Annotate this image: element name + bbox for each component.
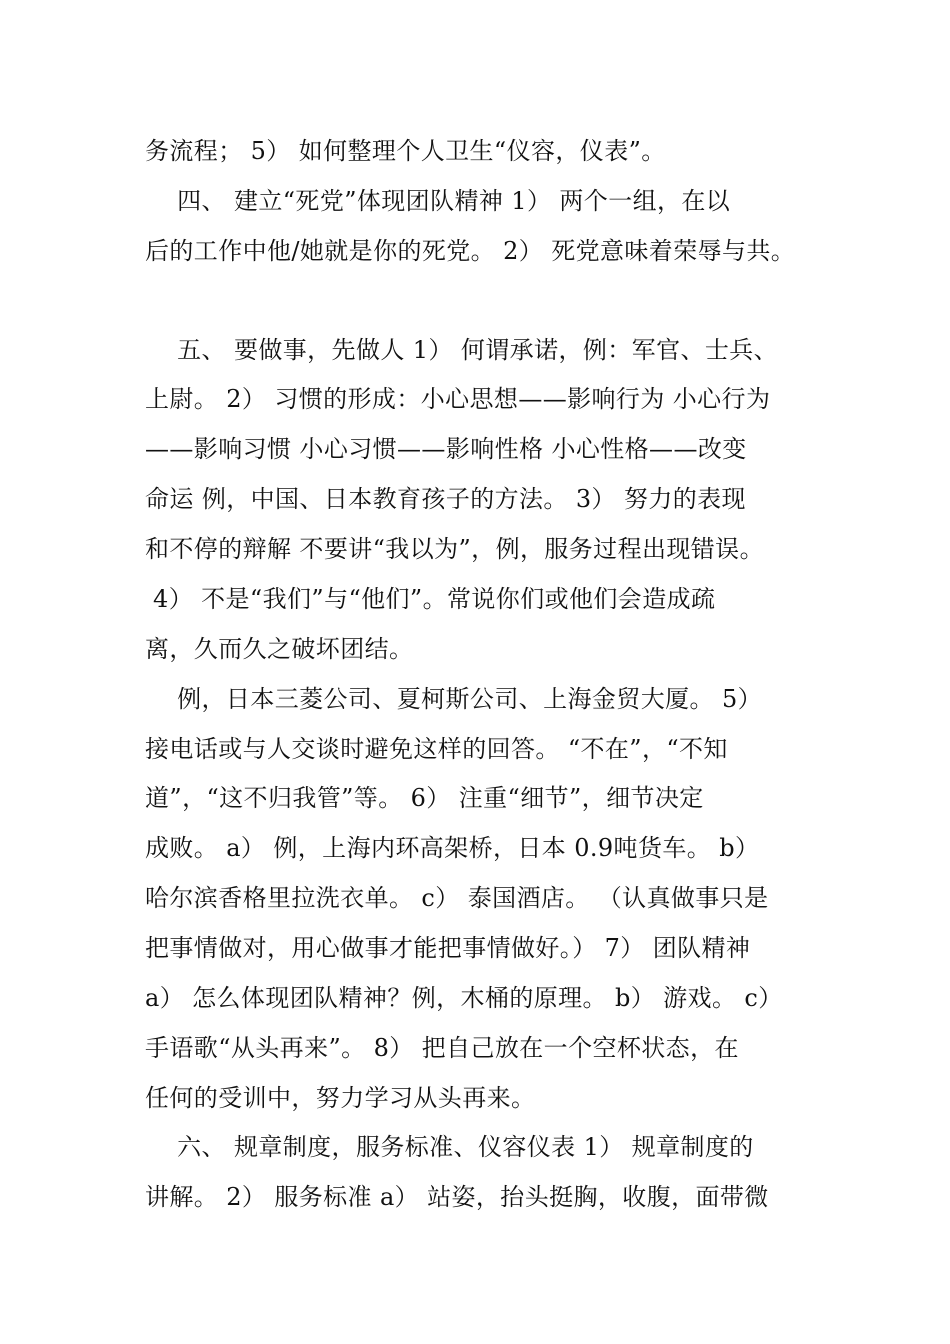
text-line-7: 命运 例，中国、日本教育孩子的方法。 3） 努力的表现 xyxy=(145,485,746,513)
text-line-11: 例，日本三菱公司、夏柯斯公司、上海金贸大厦。 5） xyxy=(145,685,763,713)
text-line-5: 上尉。 2） 习惯的形成：小心思想——影响行为 小心行为 xyxy=(145,385,771,413)
text-line-8: 和不停的辩解 不要讲“我以为”，例，服务过程出现错误。 xyxy=(145,535,764,563)
text-line-15: 哈尔滨香格里拉洗衣单。 c） 泰国酒店。 （认真做事只是 xyxy=(145,884,769,912)
text-line-21: 讲解。 2） 服务标准 a） 站姿，抬头挺胸，收腹，面带微 xyxy=(145,1183,769,1211)
text-line-16: 把事情做对，用心做事才能把事情做好。） 7） 团队精神 xyxy=(145,934,751,962)
text-line-18: 手语歌“从头再来”。 8） 把自己放在一个空杯状态，在 xyxy=(145,1034,739,1062)
text-line-10: 离，久而久之破坏团结。 xyxy=(145,635,414,663)
text-line-1: 务流程； 5） 如何整理个人卫生“仪容，仪表”。 xyxy=(145,137,666,165)
text-line-17: a） 怎么体现团队精神？例，木桶的原理。 b） 游戏。 c） xyxy=(145,984,783,1012)
text-line-6: ——影响习惯 小心习惯——影响性格 小心性格——改变 xyxy=(145,435,747,463)
text-line-19: 任何的受训中，努力学习从头再来。 xyxy=(145,1084,536,1112)
text-line-20: 六、 规章制度，服务标准、仪容仪表 1） 规章制度的 xyxy=(145,1133,754,1161)
text-line-9: 4） 不是“我们”与“他们”。常说你们或他们会造成疏 xyxy=(145,585,716,613)
text-line-3: 后的工作中他/她就是你的死党。 2） 死党意味着荣辱与共。 xyxy=(145,237,796,265)
text-line-4: 五、 要做事，先做人 1） 何谓承诺，例：军官、士兵、 xyxy=(145,336,779,364)
text-line-12: 接电话或与人交谈时避免这样的回答。 “不在”，“不知 xyxy=(145,735,728,763)
text-line-2: 四、 建立“死党”体现团队精神 1） 两个一组，在以 xyxy=(145,187,731,215)
text-line-13: 道”，“这不归我管”等。 6） 注重“细节”，细节决定 xyxy=(145,784,704,812)
text-line-14: 成败。 a） 例，上海内环高架桥，日本 0.9吨货车。 b） xyxy=(145,834,760,862)
